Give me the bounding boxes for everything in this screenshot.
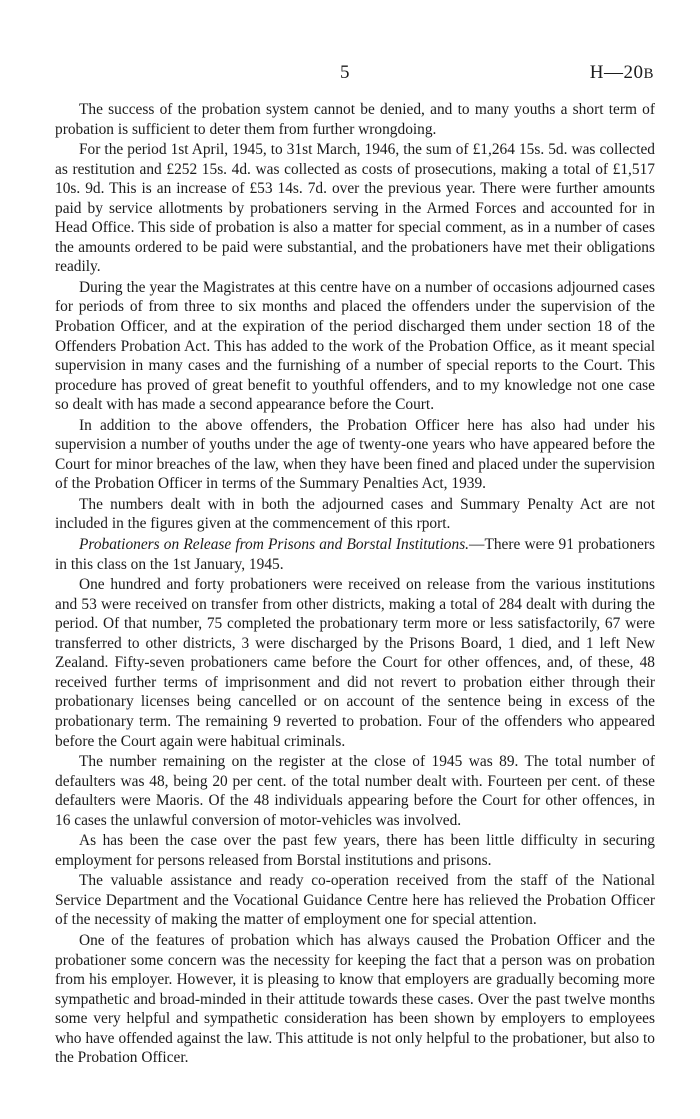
paragraph-numbers-excluded: The numbers dealt with in both the adjourned cases and Summary Penalty Act are not included in the figures given at the commencement of this rport.	[55, 495, 655, 533]
paragraph-summary-penalties: In addition to the above offenders, the Probation Officer here has also had under his supervision a number of youths under the age of twenty-one years who have appeared before the Court for minor breaches of the law, when they have been fined and placed under the supervision of the Probation Officer in terms of the Summary Penalties Act, 1939.	[55, 416, 655, 493]
paragraph-restitution: For the period 1st April, 1945, to 31st March, 1946, the sum of £1,264 15s. 5d. was collected as restitution and £252 15s. 4d. was collected as costs of prosecutions, making a total of £1,517 10s. 9d. This is an increase of £53 14s. 7d. over the previous year. There were further amounts paid by service allotments by probationers serving in the Armed Forces and accounted for in Head Office. This side of probation is also a matter for special comment, as in a number of cases the amounts ordered to be paid were substantial, and the probationers have met their obligations readily.	[55, 141, 655, 276]
paragraph-employment: As has been the case over the past few years, there has been little difficulty in securing employment for persons released from Borstal institutions and prisons.	[55, 832, 655, 869]
paragraph-register-defaulters: The number remaining on the register at the close of 1945 was 89. The total number of defaulters was 48, being 20 per cent. of the total number dealt with. Fourteen per cent. of these defaulters were Maoris. Of the 48 individuals appearing before the Court for other offences, in 16 cases the unlawful conversion of motor-vehicles was involved.	[55, 753, 655, 829]
page-header	[0, 62, 700, 86]
document-reference-main: H—20	[589, 62, 644, 83]
page-number: 5	[340, 62, 350, 83]
report-body	[55, 100, 655, 1069]
paragraph-probation-success: The success of the probation system cannot be denied, and to many youths a short term of probation is sufficient to deter them from further wrongdoing.	[55, 101, 655, 138]
section-heading-italic: Probationers on Release from Prisons and Borstal Institutions.	[79, 536, 470, 554]
paragraph-release-probationers	[55, 535, 655, 574]
paragraph-employer-attitude: One of the features of probation which has always caused the Probation Officer and the probationer some concern was the necessity for keeping the fact that a person was on probation from his employer. However, it is pleasing to know that employers are gradually becoming more sympathetic and broad-minded in their attitude towards these cases. Over the past twelve months some very helpful and sympathetic consideration has been shown by employers to employees who have offended against the law. This attitude is not only helpful to the probationer, but also to the Probation Officer.	[55, 931, 655, 1067]
paragraph-cooperation: The valuable assistance and ready co-operation received from the staff of the National Service Department and the Vocational Guidance Centre here has relieved the Probation Officer of the necessity of making the matter of employment one for special attention.	[55, 872, 655, 929]
document-reference-suffix: B	[643, 66, 654, 82]
paragraph-adjourned-cases: During the year the Magistrates at this centre have on a number of occasions adjourned cases for periods of from three to six months and placed the offenders under the supervision of the Probation Officer, and at the expiration of the period discharged them under section 18 of the Offenders Probation Act. This has added to the work of the Probation Office, as it meant special supervision in many cases and the furnishing of a number of special reports to the Court. This procedure has proved of great benefit to youthful offenders, and to my knowledge not one case so dealt with has made a second appearance before the Court.	[55, 278, 655, 414]
document-reference	[590, 62, 654, 84]
section-heading-text: —There were 91 probationers in this class on the 1st January, 1945.	[55, 536, 656, 573]
paragraph-received-on-release: One hundred and forty probationers were received on release from the various institutions and 53 were received on transfer from other districts, making a total of 284 dealt with during the period. Of that number, 75 completed the probationary term more or less satisfactorily, 67 were transferred to other districts, 3 were discharged by the Prisons Board, 1 died, and 1 left New Zealand. Fifty-seven probationers came before the Court for other offences, and, of these, 48 received further terms of imprisonment and did not revert to probation either through their probationary licenses being cancelled or on account of the sentence being in excess of the probationary term. The remaining 9 reverted to probation. Four of the offenders who appeared before the Court again were habitual criminals.	[55, 576, 655, 750]
